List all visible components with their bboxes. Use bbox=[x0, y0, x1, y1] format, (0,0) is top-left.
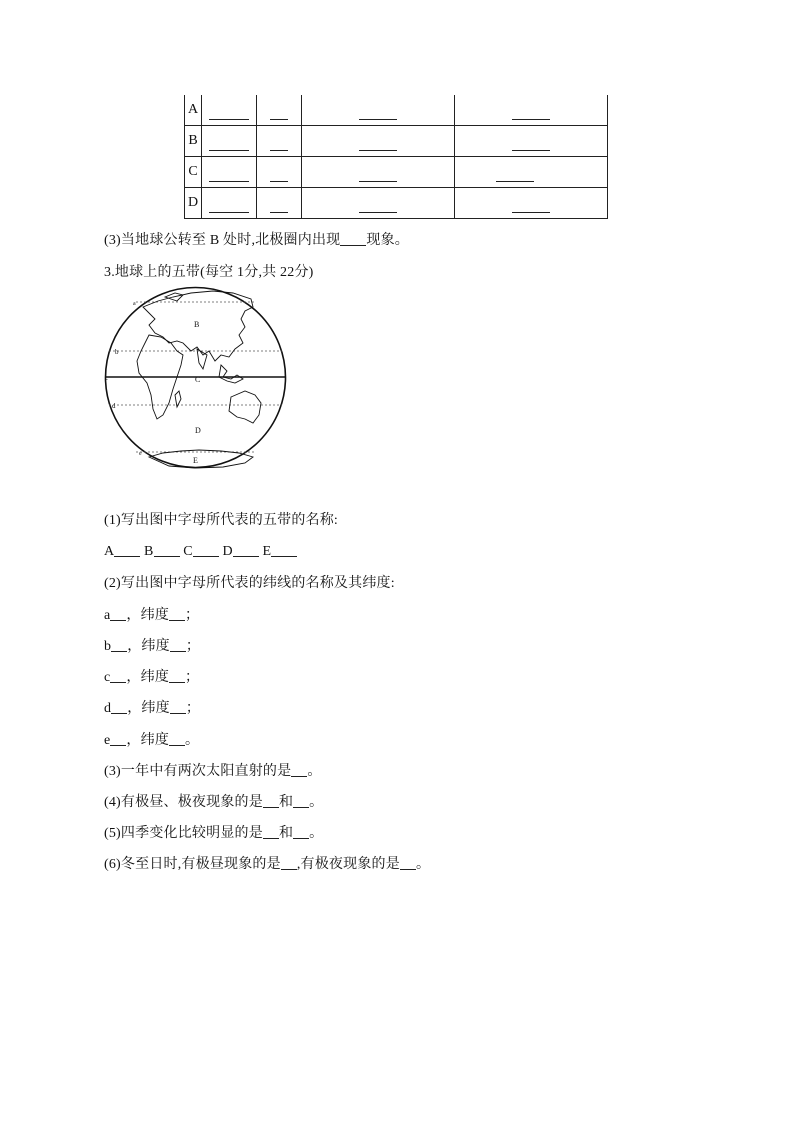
line-letter: c bbox=[104, 670, 111, 685]
blank-cell bbox=[302, 188, 455, 219]
answer-blank[interactable] bbox=[270, 107, 288, 120]
zone-label-d: D bbox=[195, 426, 201, 435]
question-text: ,有极夜现象的是 bbox=[296, 857, 400, 872]
row-label: C bbox=[185, 157, 202, 188]
answer-blank[interactable] bbox=[291, 762, 307, 777]
question-text: (3)当地球公转至 B 处时,北极圈内出现 bbox=[104, 233, 341, 248]
answer-blank[interactable] bbox=[209, 169, 249, 182]
question-text: (3)一年中有两次太阳直射的是 bbox=[104, 764, 292, 779]
blank-cell bbox=[455, 95, 608, 126]
question-text: ； bbox=[185, 701, 201, 716]
blank-cell bbox=[202, 157, 257, 188]
question-text: ，纬度 bbox=[126, 733, 170, 748]
line-letter: b bbox=[104, 639, 112, 654]
blank-cell bbox=[257, 157, 302, 188]
answer-blank[interactable] bbox=[512, 107, 550, 120]
answer-blank[interactable] bbox=[110, 731, 126, 746]
answer-table bbox=[184, 95, 608, 219]
blank-cell bbox=[257, 126, 302, 157]
question-2-item-a bbox=[104, 604, 199, 624]
question-text: 和 bbox=[278, 826, 294, 841]
globe-figure bbox=[103, 285, 288, 470]
blank-cell bbox=[257, 188, 302, 219]
answer-blank[interactable] bbox=[359, 138, 397, 151]
question-4 bbox=[104, 791, 323, 811]
blank-cell bbox=[455, 157, 608, 188]
question-text: (5)四季变化比较明显的是 bbox=[104, 826, 263, 841]
question-text: (6)冬至日时,有极昼现象的是 bbox=[104, 857, 281, 872]
line-letter: a bbox=[104, 608, 111, 623]
answer-blank[interactable] bbox=[271, 542, 297, 557]
answer-blank[interactable] bbox=[270, 169, 288, 182]
answer-blank[interactable] bbox=[111, 637, 127, 652]
answer-blank[interactable] bbox=[496, 169, 534, 182]
line-letter: d bbox=[104, 701, 112, 716]
question-text: (4)有极昼、极夜现象的是 bbox=[104, 795, 263, 810]
line-label-d: d bbox=[112, 402, 116, 410]
answer-blank[interactable] bbox=[340, 231, 366, 246]
table-row bbox=[185, 188, 608, 219]
answer-blank[interactable] bbox=[110, 606, 126, 621]
answer-blank[interactable] bbox=[169, 731, 185, 746]
answer-blank[interactable] bbox=[359, 107, 397, 120]
answer-blank[interactable] bbox=[169, 668, 185, 683]
row-label: D bbox=[185, 188, 202, 219]
answer-blank[interactable] bbox=[233, 542, 259, 557]
answer-blank[interactable] bbox=[263, 824, 279, 839]
question-text: 。 bbox=[415, 857, 431, 872]
zone-label-c: C bbox=[195, 375, 201, 384]
question-1-title: (1)写出图中字母所代表的五带的名称: bbox=[104, 513, 339, 528]
answer-blank[interactable] bbox=[270, 200, 288, 213]
question-1-answers bbox=[104, 540, 297, 560]
question-2-item-b bbox=[104, 635, 200, 655]
question-2-item-e bbox=[104, 729, 199, 749]
line-label-b: b bbox=[115, 348, 119, 356]
answer-blank[interactable] bbox=[111, 699, 127, 714]
section-3-title: 3.地球上的五带(每空 1分,共 22分) bbox=[104, 265, 314, 280]
answer-blank[interactable] bbox=[270, 138, 288, 151]
line-label-a: a bbox=[133, 301, 136, 307]
question-text: 。 bbox=[307, 764, 322, 779]
blank-cell bbox=[257, 95, 302, 126]
question-text: ，纬度 bbox=[126, 608, 170, 623]
line-label-c: c bbox=[105, 374, 109, 382]
answer-blank[interactable] bbox=[169, 606, 185, 621]
zone-label-e: E bbox=[193, 456, 198, 465]
row-label: A bbox=[185, 95, 202, 126]
line-letter: e bbox=[104, 733, 111, 748]
question-text: ，纬度 bbox=[127, 701, 170, 716]
zone-letter: D bbox=[222, 544, 233, 559]
blank-cell bbox=[302, 126, 455, 157]
question-6 bbox=[104, 853, 430, 873]
question-2-title: (2)写出图中字母所代表的纬线的名称及其纬度: bbox=[104, 576, 395, 591]
zone-letter: E bbox=[262, 544, 272, 559]
blank-cell bbox=[202, 188, 257, 219]
zone-letter: A bbox=[104, 544, 115, 559]
question-text: 现象。 bbox=[366, 233, 409, 248]
line-label-e: e bbox=[139, 451, 142, 457]
question-text: ； bbox=[185, 639, 201, 654]
answer-blank[interactable] bbox=[512, 200, 550, 213]
answer-blank[interactable] bbox=[359, 200, 397, 213]
answer-blank[interactable] bbox=[281, 855, 297, 870]
question-3 bbox=[104, 760, 322, 780]
blank-cell bbox=[302, 95, 455, 126]
question-text: 和 bbox=[278, 795, 294, 810]
question-text: ； bbox=[185, 608, 200, 623]
table-row bbox=[185, 157, 608, 188]
answer-blank[interactable] bbox=[170, 637, 186, 652]
answer-blank[interactable] bbox=[193, 542, 219, 557]
blank-cell bbox=[455, 188, 608, 219]
answer-blank[interactable] bbox=[209, 138, 249, 151]
answer-blank[interactable] bbox=[400, 855, 416, 870]
question-2-item-d bbox=[104, 697, 200, 717]
question-text: ，纬度 bbox=[127, 639, 170, 654]
zone-label-b: B bbox=[194, 320, 200, 329]
answer-blank[interactable] bbox=[263, 793, 279, 808]
zone-letter: C bbox=[183, 544, 193, 559]
table-row bbox=[185, 95, 608, 126]
blank-cell bbox=[302, 157, 455, 188]
question-5 bbox=[104, 822, 323, 842]
answer-blank[interactable] bbox=[209, 107, 249, 120]
blank-cell bbox=[455, 126, 608, 157]
question-text: ，纬度 bbox=[126, 670, 170, 685]
question-text: 。 bbox=[185, 733, 200, 748]
question-text: 。 bbox=[309, 826, 324, 841]
row-label: B bbox=[185, 126, 202, 157]
answer-blank[interactable] bbox=[170, 699, 186, 714]
blank-cell bbox=[202, 95, 257, 126]
answer-blank[interactable] bbox=[512, 138, 550, 151]
answer-blank[interactable] bbox=[293, 824, 309, 839]
answer-blank[interactable] bbox=[293, 793, 309, 808]
question-text: 。 bbox=[309, 795, 324, 810]
question-3-previous bbox=[104, 229, 409, 249]
question-text: ； bbox=[185, 670, 200, 685]
answer-blank[interactable] bbox=[359, 169, 397, 182]
table-row bbox=[185, 126, 608, 157]
question-2-item-c bbox=[104, 666, 199, 686]
answer-blank[interactable] bbox=[209, 200, 249, 213]
answer-blank[interactable] bbox=[154, 542, 180, 557]
blank-cell bbox=[202, 126, 257, 157]
zone-letter: B bbox=[144, 544, 154, 559]
answer-blank[interactable] bbox=[114, 542, 140, 557]
answer-blank[interactable] bbox=[110, 668, 126, 683]
